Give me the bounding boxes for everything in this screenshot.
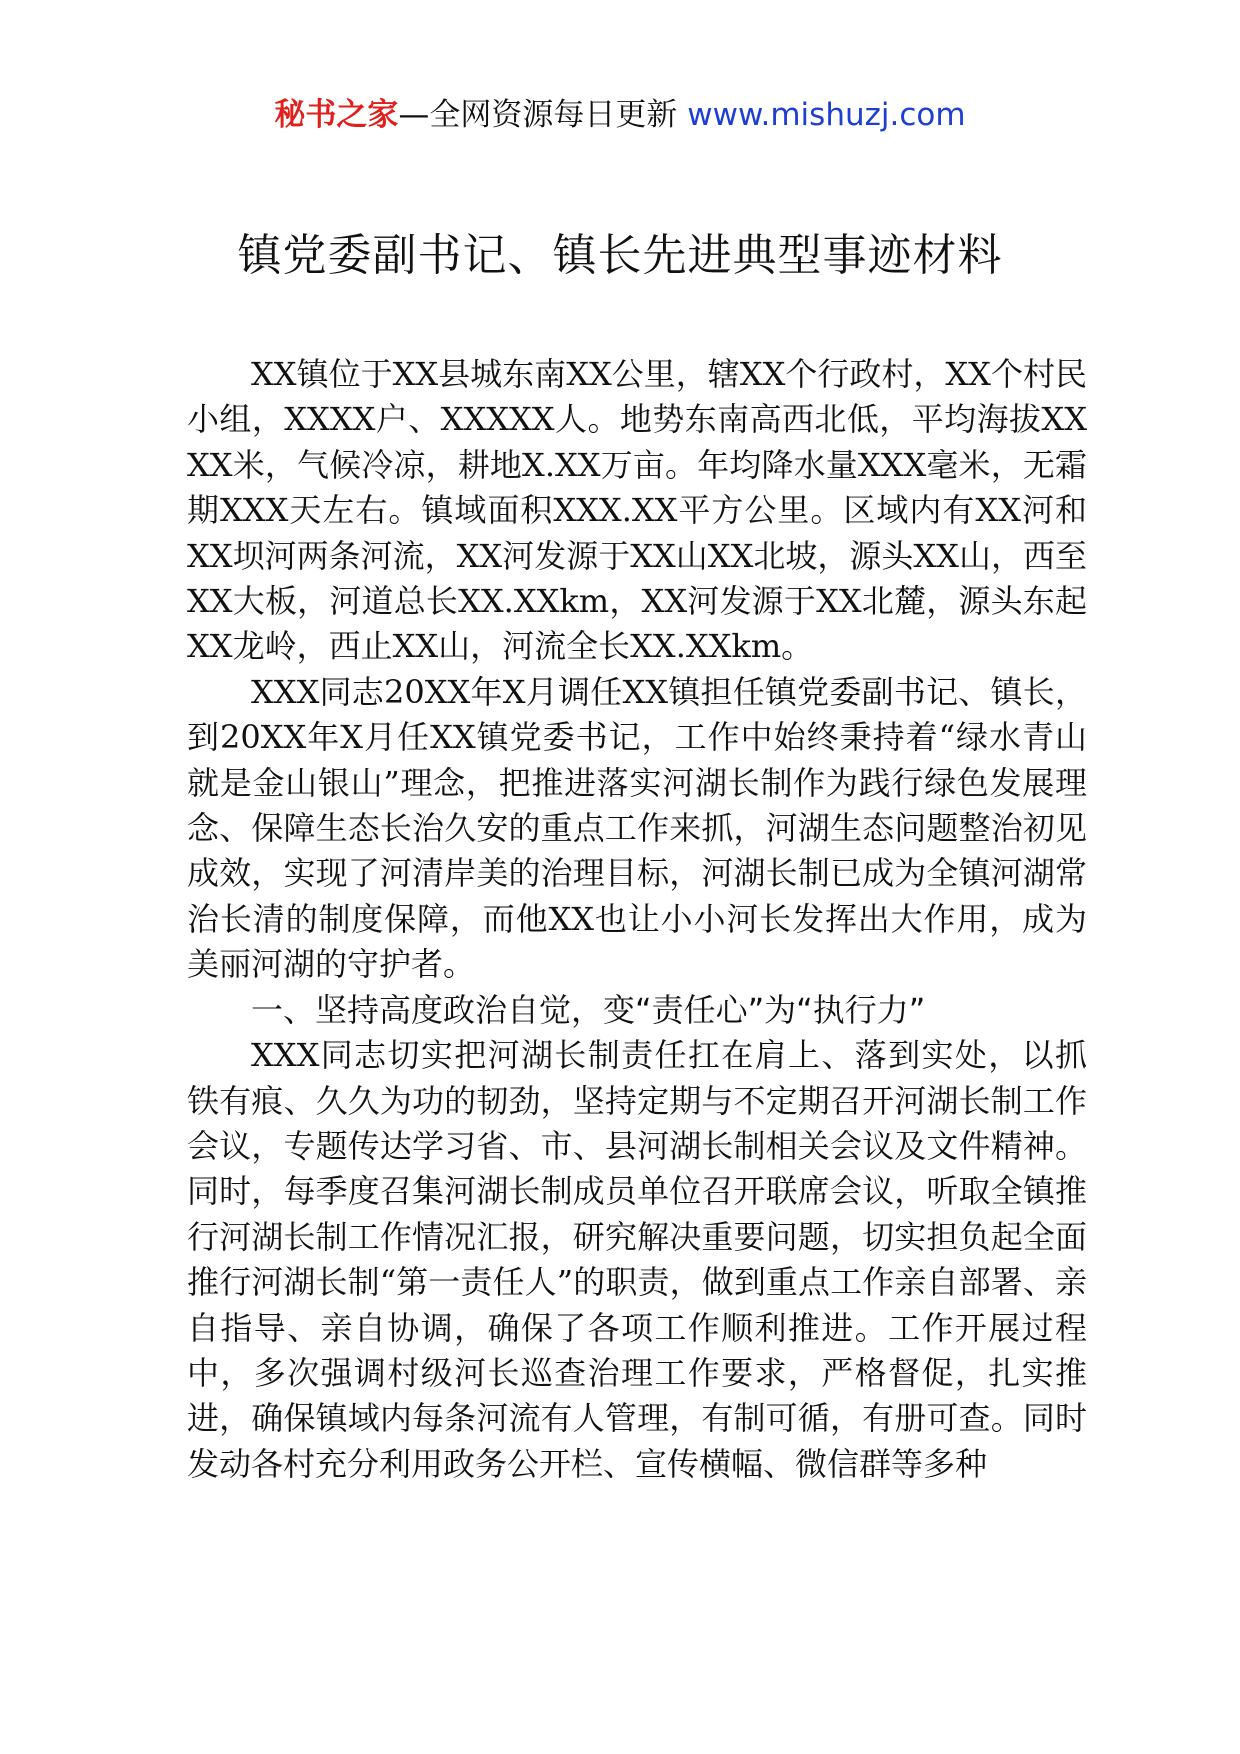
site-name: 秘书之家 [274,97,399,133]
site-url-link[interactable]: www.mishuzj.com [687,97,966,133]
section-heading-1: 一、坚持高度政治自觉，变“责任心”为“执行力” [251,990,926,1029]
paragraph-profile: XXX同志20XX年X月调任XX镇担任镇党委副书记、镇长，到20XX年X月任XX镇党委书记，工作中始终秉持着“绿水青山就是金山银山”理念，把推进落实河湖长制作为践行绿色发展理念、保障生态长治久安的重点工作来抓，河湖生态问题整治初见成效，实现了河清岸美的治理目标，河湖长制已成为全镇河湖常治长清的制度保障，而他XX也让小小河长发挥出大作用，成为美丽河湖的守护者。 [187,672,1087,984]
site-tagline: —全网资源每日更新 [398,97,678,133]
document-title: 镇党委副书记、镇长先进典型事迹材料 [237,230,1003,281]
paragraph-section-1: XXX同志切实把河湖长制责任扛在肩上、落到实处，以抓铁有痕、久久为功的韧劲，坚持定期与不定期召开河湖长制工作会议，专题传达学习省、市、县河湖长制相关会议及文件精神。同时，每季度召集河湖长制成员单位召开联席会议，听取全镇推行河湖长制工作情况汇报，研究解决重要问题，切实担负起全面推行河湖长制“第一责任人”的职责，做到重点工作亲自部署、亲自指导、亲自协调，确保了各项工作顺利推进。工作开展过程中，多次强调村级河长巡查治理工作要求，严格督促，扎实推进，确保镇域内每条河流有人管理，有制可循，有册可查。同时发动各村充分利用政务公开栏、宣传横幅、微信群等多种 [187,1036,1087,1483]
paragraph-intro: XX镇位于XX县城东南XX公里，辖XX个行政村，XX个村民小组，XXXX户、XXXXX人。地势东南高西北低，平均海拔XXXX米，气候冷凉，耕地X.XX万亩。年均降水量XXX毫米，无霜期XXX天左右。镇域面积XXX.XX平方公里。区域内有XX河和XX坝河两条河流，XX河发源于XX山XX北坡，源头XX山，西至XX大板，河道总长XX.XXkm，XX河发源于XX北麓，源头东起XX龙岭，西止XX山，河流全长XX.XXkm。 [187,355,1087,666]
site-header [0,95,1240,135]
document-body [187,352,1087,1487]
